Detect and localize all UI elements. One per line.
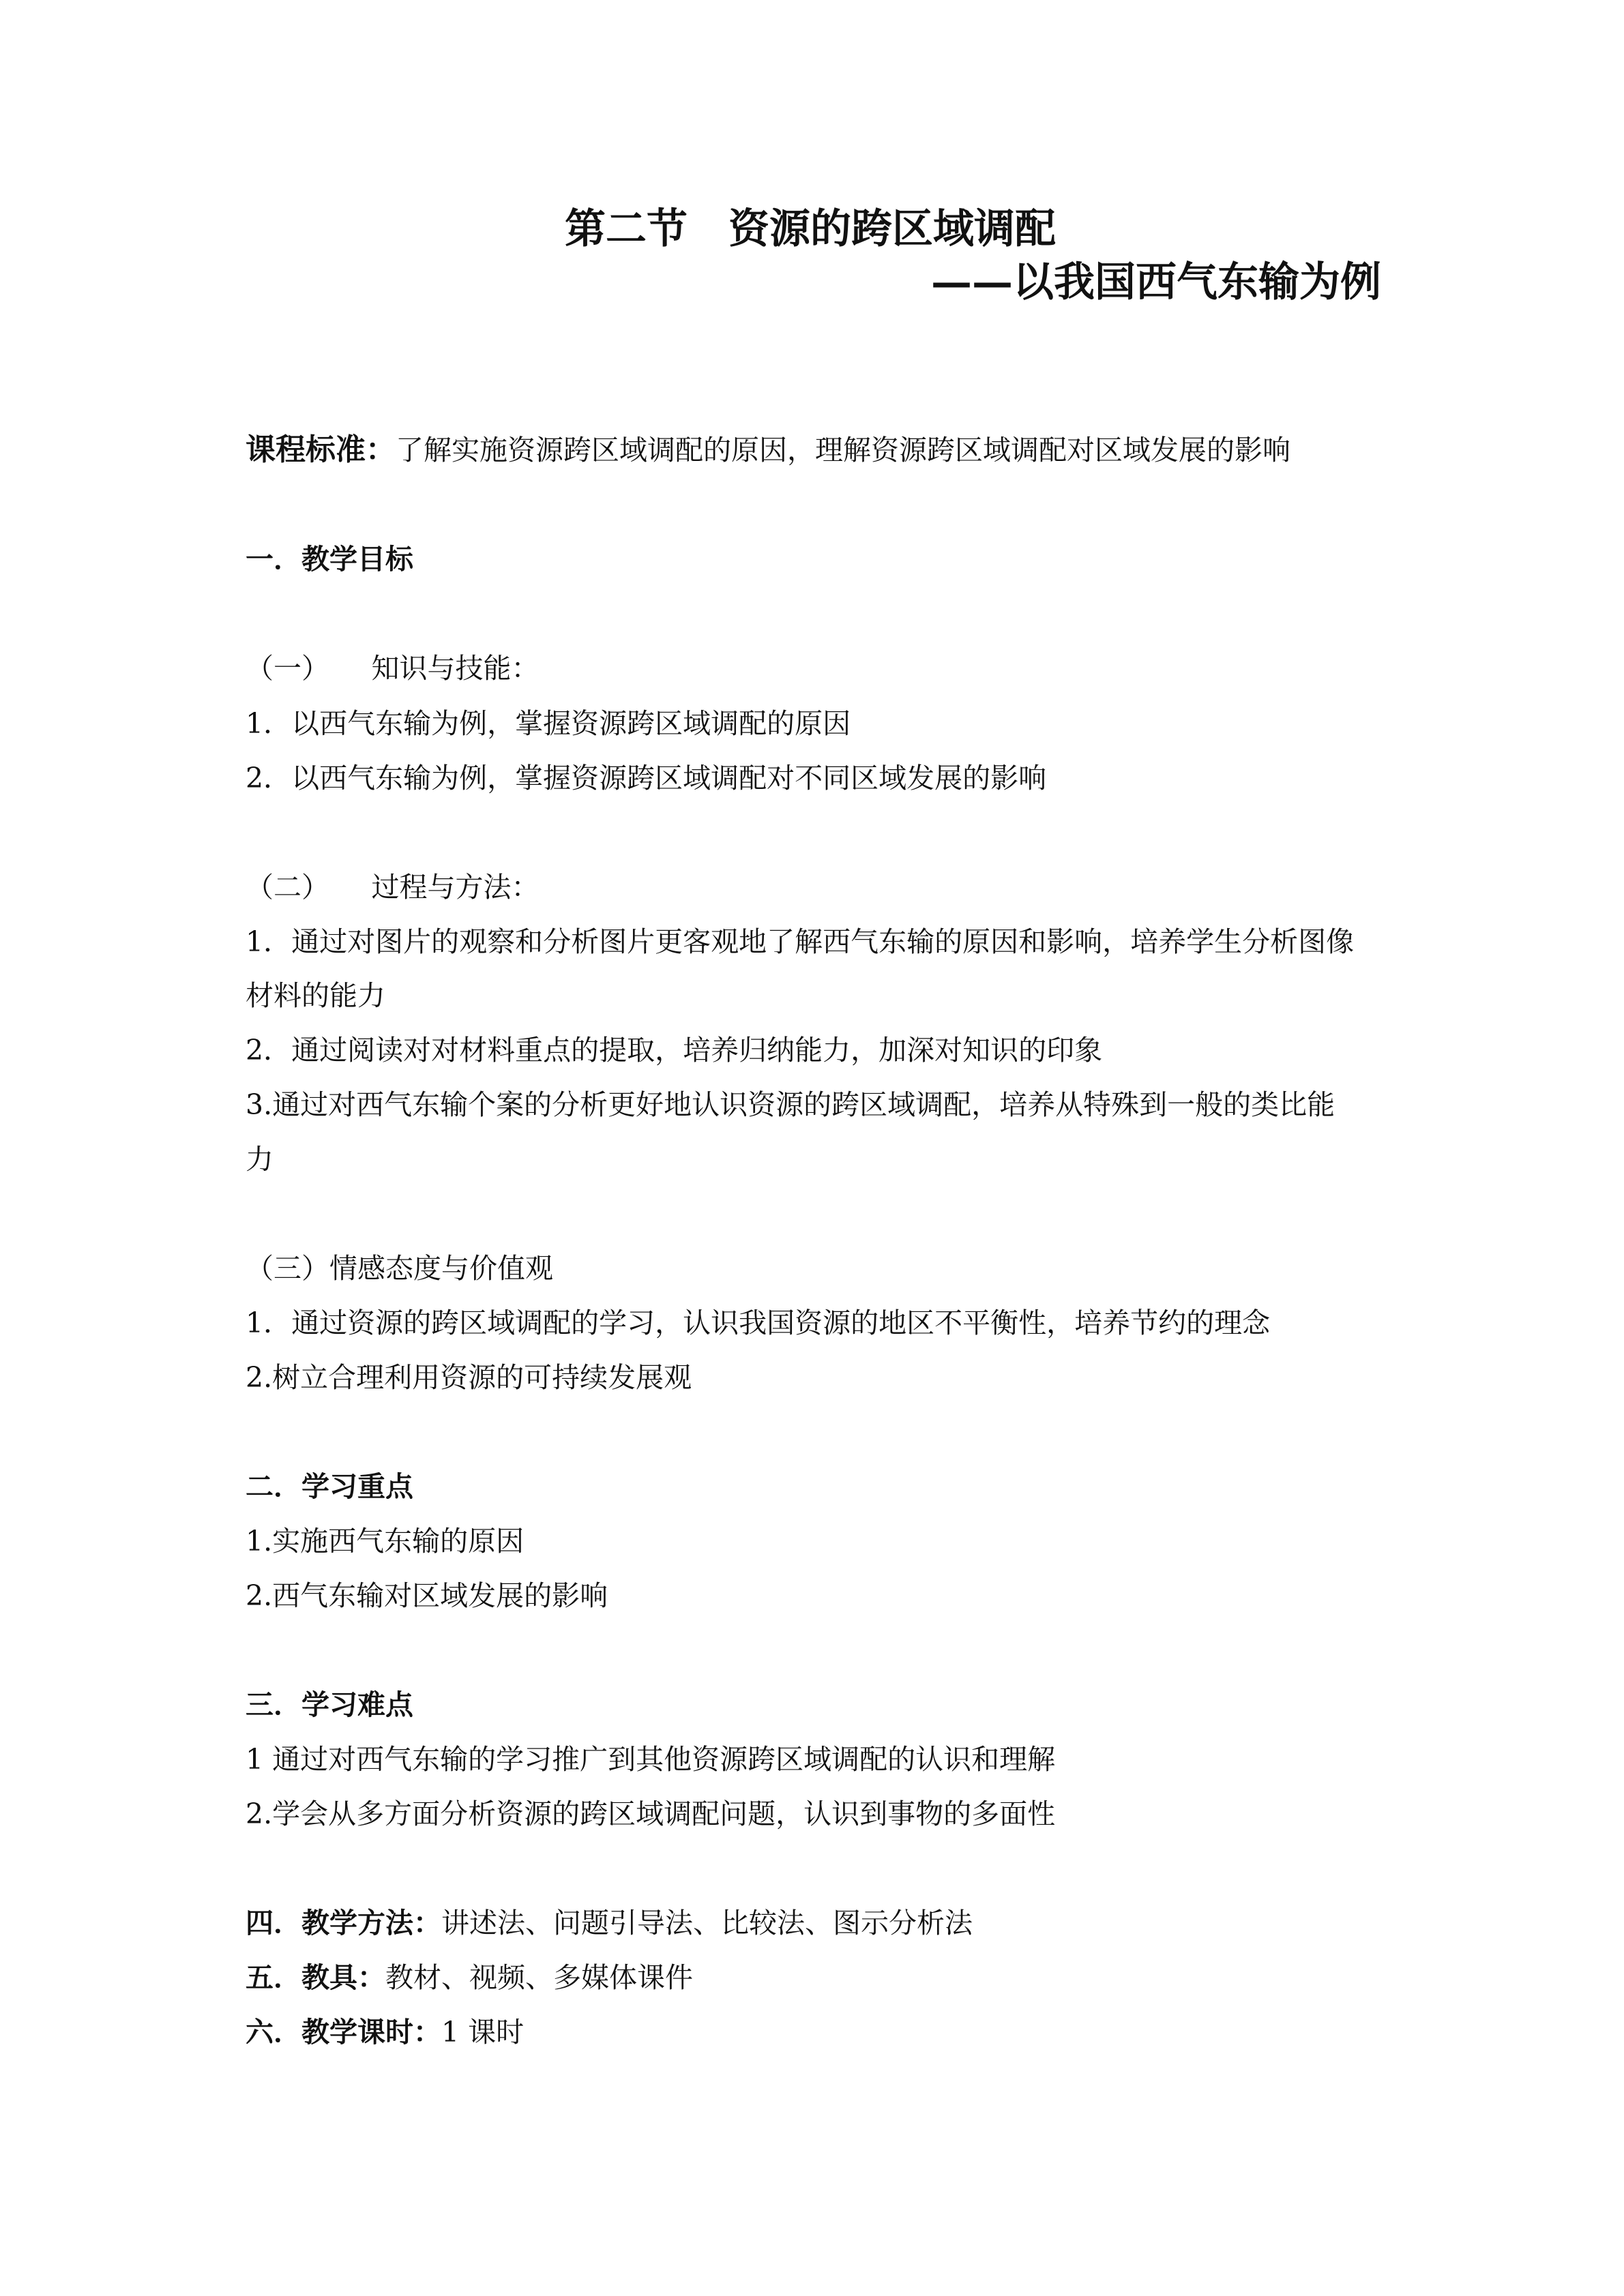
list-item: 2．以西气东输为例，掌握资源跨区域调配对不同区域发展的影响 (246, 762, 1047, 794)
list-item: 2．通过阅读对对材料重点的提取，培养归纳能力，加深对知识的印象 (246, 1034, 1103, 1067)
subsection-heading-knowledge: （一） 知识与技能： (246, 652, 540, 685)
list-item: 1．以西气东输为例，掌握资源跨区域调配的原因 (246, 707, 851, 740)
teaching-aids-label: 五．教具： (246, 1961, 385, 1994)
list-item: 3.通过对西气东输个案的分析更好地认识资源的跨区域调配，培养从特殊到一般的类比能 (246, 1088, 1335, 1121)
page-subtitle: ——以我国西气东输为例 (931, 258, 1381, 306)
list-item: 材料的能力 (246, 979, 385, 1012)
course-standard (246, 430, 1290, 471)
course-standard-label: 课程标准： (246, 432, 396, 467)
class-hours-label: 六．教学课时： (246, 2016, 441, 2048)
list-item: 1．通过资源的跨区域调配的学习，认识我国资源的地区不平衡性，培养节约的理念 (246, 1307, 1271, 1339)
section-heading-key-points: 二．学习重点 (246, 1470, 413, 1503)
teaching-aids-text: 教材、视频、多媒体课件 (385, 1961, 693, 1994)
list-item: 1.实施西气东输的原因 (246, 1525, 525, 1557)
section-heading-objectives: 一．教学目标 (246, 543, 413, 576)
class-hours (246, 2012, 524, 2053)
teaching-aids (246, 1957, 693, 1998)
list-item: 1．通过对图片的观察和分析图片更客观地了解西气东输的原因和影响，培养学生分析图像 (246, 925, 1355, 958)
teaching-methods (246, 1903, 973, 1943)
list-item: 2.西气东输对区域发展的影响 (246, 1579, 608, 1612)
teaching-methods-label: 四．教学方法： (246, 1907, 441, 1939)
section-heading-difficulties: 三．学习难点 (246, 1688, 413, 1721)
subsection-heading-process: （二） 过程与方法： (246, 871, 540, 904)
subsection-heading-attitude: （三）情感态度与价值观 (246, 1252, 553, 1285)
list-item: 2.树立合理利用资源的可持续发展观 (246, 1361, 692, 1394)
list-item: 力 (246, 1143, 274, 1176)
teaching-methods-text: 讲述法、问题引导法、比较法、图示分析法 (441, 1907, 973, 1939)
page-title: 第二节 资源的跨区域调配 (565, 205, 1056, 253)
course-standard-text: 了解实施资源跨区域调配的原因，理解资源跨区域调配对区域发展的影响 (396, 434, 1290, 466)
list-item: 1 通过对西气东输的学习推广到其他资源跨区域调配的认识和理解 (246, 1743, 1056, 1776)
class-hours-text: 1 课时 (441, 2016, 525, 2048)
list-item: 2.学会从多方面分析资源的跨区域调配问题，认识到事物的多面性 (246, 1798, 1056, 1830)
